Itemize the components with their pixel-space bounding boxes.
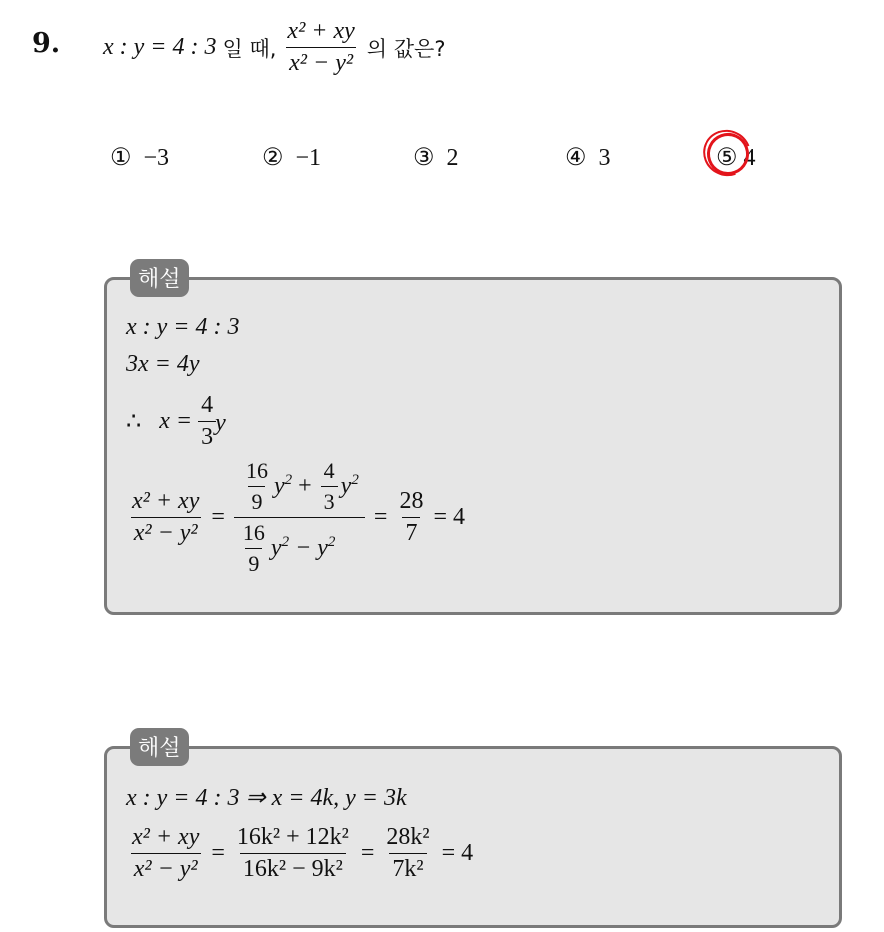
sol2-lhs-frac [129, 824, 202, 883]
question-ratio: x : y = 4 : 3 [103, 34, 217, 60]
sol1-frac-4-3 [198, 392, 216, 451]
equals-sign: = [211, 504, 225, 530]
question-when: 일 때, [222, 36, 277, 61]
n9b: 9 [245, 548, 262, 577]
sol1-lhs-den: x² − y² [131, 517, 201, 547]
sol1-line4 [126, 458, 465, 577]
sol1-frac-4: 4 [201, 392, 214, 418]
sol1-complex-frac [234, 458, 365, 577]
question-fraction [284, 18, 357, 77]
frac-16-9-bottom [240, 520, 268, 577]
sol1-lhs-num: x² + xy [132, 488, 200, 514]
question-ask: 의 값은? [366, 36, 446, 61]
n4: 4 [323, 458, 335, 483]
therefore-symbol: ∴ [126, 409, 142, 435]
choice-2[interactable] [262, 143, 321, 172]
sol1-line3 [126, 392, 226, 451]
choice-1[interactable] [110, 143, 169, 172]
sol1-line1: x : y = 4 : 3 [126, 314, 240, 340]
sol2-line2 [126, 824, 473, 883]
choice-3[interactable] [413, 143, 459, 172]
sol1-frac-3: 3 [198, 421, 216, 451]
sol2-den-b: 7k² [389, 853, 426, 883]
question-number: 9. [32, 28, 61, 59]
sol2-line1: x : y = 4 : 3 ⇒ x = 4k, y = 3k [126, 785, 407, 811]
sol1-frac-28: 28 [399, 488, 424, 514]
sol2-equals-1: = [211, 840, 225, 866]
sol1-complex-num: $\frac{16}{9}$ $y^2$ + $\frac{4}{3}$ $y^2$ [237, 458, 362, 517]
question-frac-denominator: x² − y² [286, 47, 356, 77]
sol1-lhs-frac [129, 488, 202, 547]
sol2-final: = 4 [441, 840, 474, 866]
sol2-num-a: 16k² + 12k² [236, 824, 349, 850]
frac-16-9-top [243, 458, 271, 515]
sol2-lhs-num: x² + xy [132, 824, 200, 850]
choice-2-value: −1 [295, 145, 322, 171]
choice-5-value: 4 [743, 145, 756, 171]
choice-3-marker: ③ [413, 145, 435, 171]
sol1-final: = 4 [433, 504, 465, 530]
n16b: 16 [242, 520, 265, 545]
sol2-den-a: 16k² − 9k² [240, 853, 346, 883]
choice-3-value: 2 [446, 145, 459, 171]
n3: 3 [321, 486, 338, 515]
choice-4-marker: ④ [565, 145, 587, 171]
equals-sign-2: = [373, 504, 388, 530]
sol2-frac-b [383, 824, 432, 883]
question-frac-numerator: x² + xy [287, 18, 355, 44]
question-text [103, 18, 445, 77]
n9: 9 [248, 486, 265, 515]
sol1-line2: 3x = 4y [126, 351, 200, 377]
sol2-num-b: 28k² [386, 824, 430, 850]
sol1-frac-7: 7 [402, 517, 420, 547]
frac-4-3-top [321, 458, 338, 515]
choice-1-value: −3 [143, 145, 170, 171]
sol1-frac-28-7 [396, 488, 426, 547]
solution-label-2: 해설 [130, 728, 189, 766]
sol2-equals-2: = [360, 840, 375, 866]
sol2-lhs-den: x² − y² [131, 853, 201, 883]
n16: 16 [245, 458, 268, 483]
sol2-frac-a [234, 824, 352, 883]
choice-5-marker: ⑤ [716, 145, 738, 171]
answer-circle-mark-stroke [696, 122, 759, 184]
sol1-complex-den: $\frac{16}{9}$ $y^2 - y^2$ [234, 517, 365, 577]
choice-1-marker: ① [110, 145, 132, 171]
choice-4[interactable] [565, 143, 611, 172]
solution-label-1: 해설 [130, 259, 189, 297]
sol1-line3-lhs: x = [159, 408, 193, 434]
choice-2-marker: ② [262, 145, 284, 171]
sol1-line3-y: y [215, 410, 226, 436]
choice-4-value: 3 [598, 145, 611, 171]
